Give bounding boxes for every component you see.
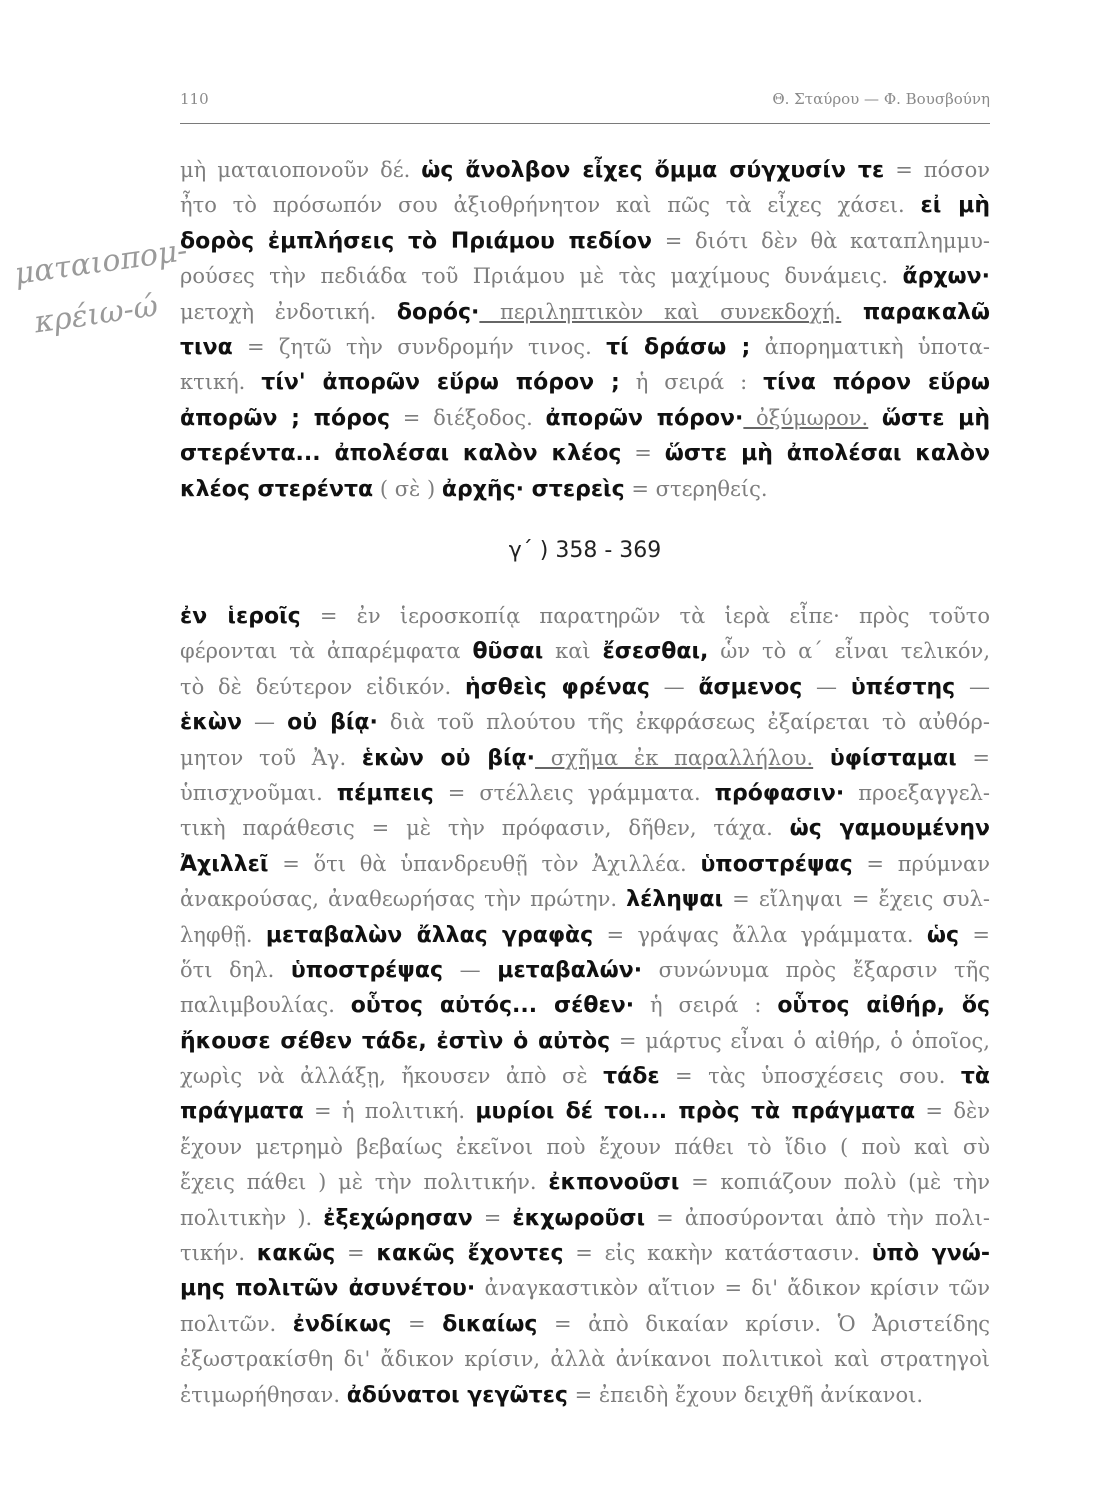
- lemma: ἐκπονοῦσι: [548, 1170, 680, 1196]
- page-number: 110: [180, 90, 209, 108]
- gloss: παλιμβουλίας.: [180, 993, 351, 1018]
- text-line: [180, 987, 990, 1022]
- gloss: —: [955, 674, 990, 699]
- text-line: [180, 952, 990, 987]
- lemma: ἡσθεὶς φρένας: [465, 674, 650, 700]
- gloss: = ὅτι θὰ ὑπανδρευθῇ τὸν Ἀχιλλέα.: [268, 851, 701, 876]
- running-header: [180, 90, 990, 114]
- text-line: [180, 1235, 990, 1270]
- lemma: κακῶς: [256, 1241, 336, 1267]
- lemma: ἀπορῶν ; πόρος: [180, 405, 391, 431]
- gloss: τὸ δὲ δεύτερον εἰδικόν.: [180, 674, 466, 699]
- lemma: τάδε: [603, 1064, 660, 1090]
- gloss: συνώνυμα πρὸς ἔξαρσιν τῆς: [642, 957, 990, 982]
- text-line: [180, 775, 990, 810]
- gloss: =: [959, 922, 990, 947]
- lemma: οὗτος αὐτός... σέθεν·: [350, 993, 635, 1019]
- gloss: ἡ σειρά :: [634, 993, 778, 1018]
- text-line: [180, 1164, 990, 1199]
- lemma: πρόφασιν·: [714, 780, 845, 806]
- lemma: ἤκουσε σέθεν τάδε, ἐστὶν ὁ αὐτὸς: [180, 1028, 611, 1054]
- text-line: [180, 152, 990, 187]
- section-heading: γ΄ ) 358 - 369: [508, 538, 662, 563]
- gloss: ἐτιμωρήθησαν.: [180, 1382, 347, 1407]
- gloss: ὀξύμωρον.: [743, 405, 869, 430]
- text-line: [180, 400, 990, 435]
- lemma: δορός·: [396, 299, 480, 325]
- gloss: πολιτικὴν ).: [180, 1205, 324, 1230]
- text-line: [180, 471, 990, 506]
- gloss: = κοπιάζουν πολὺ (μὲ τὴν: [679, 1170, 990, 1195]
- gloss: πολιτῶν.: [180, 1311, 293, 1336]
- lemma: μης πολιτῶν ἀσυνέτου·: [180, 1276, 476, 1302]
- gloss: διὰ τοῦ πλούτου τῆς ἐκφράσεως ἐξαίρεται τὸ αὐθόρ-: [377, 710, 990, 735]
- gloss: μετοχὴ ἐνδοτική.: [180, 299, 397, 324]
- gloss: ὧν τὸ α΄ εἶναι τελικόν,: [708, 639, 990, 664]
- lemma: ἑκὼν: [180, 710, 242, 736]
- gloss: τικήν.: [180, 1241, 257, 1266]
- lemma: ὡς: [926, 922, 960, 948]
- text-line: [180, 187, 990, 222]
- text-line: [180, 1093, 990, 1128]
- gloss: ρούσες τὴν πεδιάδα τοῦ Πριάμου μὲ τὰς μαχίμους δυνάμεις.: [180, 264, 903, 289]
- gloss: ὑπισχνοῦμαι.: [180, 780, 337, 805]
- lemma: τίνα πόρον εὕρω: [763, 370, 990, 396]
- gloss: = πόσον: [884, 158, 990, 182]
- text-line: [180, 1306, 990, 1341]
- text-line: [180, 1023, 990, 1058]
- lemma: ἀπορῶν πόρον·: [545, 405, 744, 431]
- lemma: ὑποστρέψας: [290, 957, 444, 983]
- gloss: —: [649, 674, 699, 699]
- gloss: = ἐπειδὴ ἔχουν δειχθῆ ἀνίκανοι.: [567, 1382, 923, 1407]
- lemma: παρακαλῶ: [841, 299, 990, 325]
- gloss: = τὰς ὑποσχέσεις σου.: [659, 1064, 961, 1089]
- lemma: μεταβαλὼν ἄλλας γραφὰς: [265, 922, 594, 948]
- lemma: ὥστε μὴ ἀπολέσαι καλὸν: [664, 441, 990, 467]
- gloss: = στέλλεις γράμματα.: [433, 780, 715, 805]
- gloss: = ἀπὸ δικαίαν κρίσιν. Ὁ Ἀριστείδης: [537, 1311, 990, 1336]
- gloss: = μάρτυς εἶναι ὁ αἰθήρ, ὁ ὁποῖος,: [610, 1028, 990, 1053]
- lemma: Ἀχιλλεῖ: [180, 851, 269, 877]
- gloss: =: [956, 745, 990, 770]
- lemma: ὑπέστης: [850, 674, 956, 700]
- text-line: [180, 846, 990, 881]
- gloss: κτική.: [180, 370, 262, 395]
- gloss: ἀναγκαστικὸν αἴτιον = δι' ἄδικον κρίσιν τῶν: [475, 1276, 990, 1301]
- text-line: [180, 1200, 990, 1235]
- commentary-block-2: [180, 598, 990, 1412]
- text-line: [180, 1341, 990, 1376]
- margin-note-line-1: ματαιοπομ-: [12, 233, 190, 292]
- gloss: = διέξοδος.: [390, 405, 546, 430]
- lemma: κακῶς ἔχοντες: [376, 1241, 564, 1267]
- gloss: σχῆμα ἐκ παραλλήλου.: [535, 745, 814, 770]
- lemma: ἀδύνατοι γεγῶτες: [346, 1382, 568, 1408]
- text-line: [180, 881, 990, 916]
- lemma: τίν' ἀπορῶν εὕρω πόρον ;: [261, 370, 620, 396]
- text-line: [180, 669, 990, 704]
- lemma: ἄρχων·: [902, 264, 990, 290]
- text-line: [180, 810, 990, 845]
- gloss: μητον τοῦ Ἀγ.: [180, 745, 362, 770]
- lemma: μυρίοι δέ τοι... πρὸς τὰ πράγματα: [475, 1099, 916, 1125]
- lemma: ὡς ἄνολβον εἶχες ὄμμα σύγχυσίν τε: [421, 158, 885, 183]
- gloss: ( σὲ ): [373, 476, 442, 501]
- gloss: ἀπορηματικὴ ὑποτα-: [750, 334, 990, 359]
- text-line: [180, 704, 990, 739]
- gloss: = ἐν ἱεροσκοπίᾳ παρατηρῶν τὰ ἱερὰ εἶπε· πρὸς τοῦτο: [300, 604, 990, 628]
- gloss: —: [802, 674, 851, 699]
- gloss: περιληπτικὸν καὶ συνεκδοχή.: [479, 299, 842, 324]
- lemma: ἐνδίκως: [292, 1311, 392, 1337]
- lemma: τί δράσω ;: [606, 334, 751, 360]
- lemma: ὡς γαμουμένην: [789, 816, 990, 842]
- gloss: ὅτι δηλ.: [180, 957, 291, 982]
- gloss: = δὲν: [915, 1099, 990, 1124]
- gloss: χωρὶς νὰ ἀλλάξῃ, ἤκουσεν ἀπὸ σὲ: [180, 1064, 604, 1089]
- gloss: =: [391, 1311, 443, 1336]
- gloss: προεξαγγελ-: [844, 780, 990, 805]
- lemma: ὥστε μὴ: [868, 405, 990, 431]
- gloss: =: [621, 441, 665, 466]
- text-line: [180, 329, 990, 364]
- lemma: πέμπεις: [336, 780, 434, 806]
- gloss: = εἰς κακὴν κατάστασιν.: [563, 1241, 872, 1266]
- gloss: = ἡ πολιτική.: [303, 1099, 476, 1124]
- gloss: ἦτο τὸ πρόσωπόν σου ἀξιοθρήνητον καὶ πῶς τὰ εἶχες χάσει.: [180, 193, 921, 218]
- text-line: [180, 294, 990, 329]
- lemma: τινα: [180, 334, 233, 360]
- running-title: Θ. Σταύρου — Φ. Βουσβούνη: [772, 90, 990, 108]
- margin-note-line-2: κρέιω-ώ: [32, 288, 161, 341]
- lemma: δικαίως: [442, 1311, 538, 1337]
- lemma: δορὸς ἐμπλήσεις τὸ Πριάμου πεδίον: [180, 228, 652, 254]
- gloss: ἔχουν μετρημὸ βεβαίως ἐκεῖνοι ποὺ ἔχουν πάθει τὸ ἴδιο ( ποὺ καὶ σὺ: [180, 1134, 990, 1159]
- text-line: [180, 1129, 990, 1164]
- gloss: —: [241, 710, 288, 735]
- lemma: ἐξεχώρησαν: [323, 1205, 473, 1231]
- gloss: = ἀποσύρονται ἀπὸ τὴν πολι-: [645, 1205, 990, 1230]
- lemma: κλέος στερέντα: [180, 476, 374, 502]
- lemma: στερέντα... ἀπολέσαι καλὸν κλέος: [180, 441, 622, 467]
- lemma: ὑπὸ γνώ-: [871, 1241, 990, 1267]
- handwritten-margin-note: [12, 233, 190, 365]
- lemma: μεταβαλών·: [497, 957, 643, 983]
- gloss: τικὴ παράθεσις = μὲ τὴν πρόφασιν, δῆθεν, τάχα.: [180, 816, 790, 841]
- gloss: ἡ σειρά :: [619, 370, 764, 395]
- text-line: [180, 1058, 990, 1093]
- gloss: = διότι δὲν θὰ καταπλημμυ-: [651, 228, 990, 253]
- lemma: ἔσεσθαι,: [602, 639, 709, 665]
- lemma: τὰ: [960, 1064, 990, 1090]
- gloss: = στερηθείς.: [624, 476, 768, 501]
- text-line: [180, 740, 990, 775]
- gloss: —: [443, 957, 498, 982]
- gloss: μὴ ματαιοπονοῦν δέ.: [180, 158, 422, 182]
- lemma: ἄσμενος: [698, 674, 803, 700]
- lemma: ἀρχῆς· στερεὶς: [441, 476, 625, 502]
- gloss: =: [335, 1241, 377, 1266]
- header-rule: [180, 123, 990, 124]
- lemma: ἑκὼν οὐ βίᾳ·: [361, 745, 536, 771]
- text-line: [180, 223, 990, 258]
- lemma: ἐκχωροῦσι: [512, 1205, 646, 1231]
- gloss: = ζητῶ τὴν συνδρομήν τινος.: [232, 334, 607, 359]
- text-line: [180, 598, 990, 633]
- gloss: ἔχεις πάθει ) μὲ τὴν πολιτικήν.: [180, 1170, 549, 1195]
- text-line: [180, 1377, 990, 1412]
- lemma: οὗτος αἰθήρ, ὅς: [777, 993, 990, 1019]
- text-line: [180, 1270, 990, 1305]
- lemma: πράγματα: [180, 1099, 304, 1125]
- text-line: [180, 435, 990, 470]
- gloss: ληφθῇ.: [180, 922, 266, 947]
- commentary-block-1: [180, 152, 990, 506]
- gloss: = εἴληψαι = ἔχεις συλ-: [723, 887, 990, 912]
- lemma: οὐ βίᾳ·: [287, 710, 378, 736]
- text-line: [180, 633, 990, 668]
- gloss: ἐξωστρακίσθη δι' ἄδικον κρίσιν, ἀλλὰ ἀνίκανοι πολιτικοὶ καὶ στρατηγοὶ: [180, 1347, 990, 1372]
- lemma: θῦσαι: [472, 639, 544, 665]
- lemma: ἐν ἱεροῖς: [180, 604, 301, 629]
- gloss: καὶ: [543, 639, 603, 664]
- text-line: [180, 364, 990, 399]
- gloss: = πρύμναν: [852, 851, 990, 876]
- gloss: =: [472, 1205, 513, 1230]
- lemma: ὑφίσταμαι: [813, 745, 957, 771]
- gloss: ἀνακρούσας, ἀναθεωρήσας τὴν πρώτην.: [180, 887, 627, 912]
- gloss: = γράψας ἄλλα γράμματα.: [593, 922, 927, 947]
- gloss: φέρονται τὰ ἀπαρέμφατα: [180, 639, 473, 664]
- lemma: ὑποστρέψας: [700, 851, 853, 877]
- text-line: [180, 258, 990, 293]
- lemma: εἰ μὴ: [920, 193, 990, 219]
- text-line: [180, 917, 990, 952]
- lemma: λέληψαι: [626, 887, 724, 913]
